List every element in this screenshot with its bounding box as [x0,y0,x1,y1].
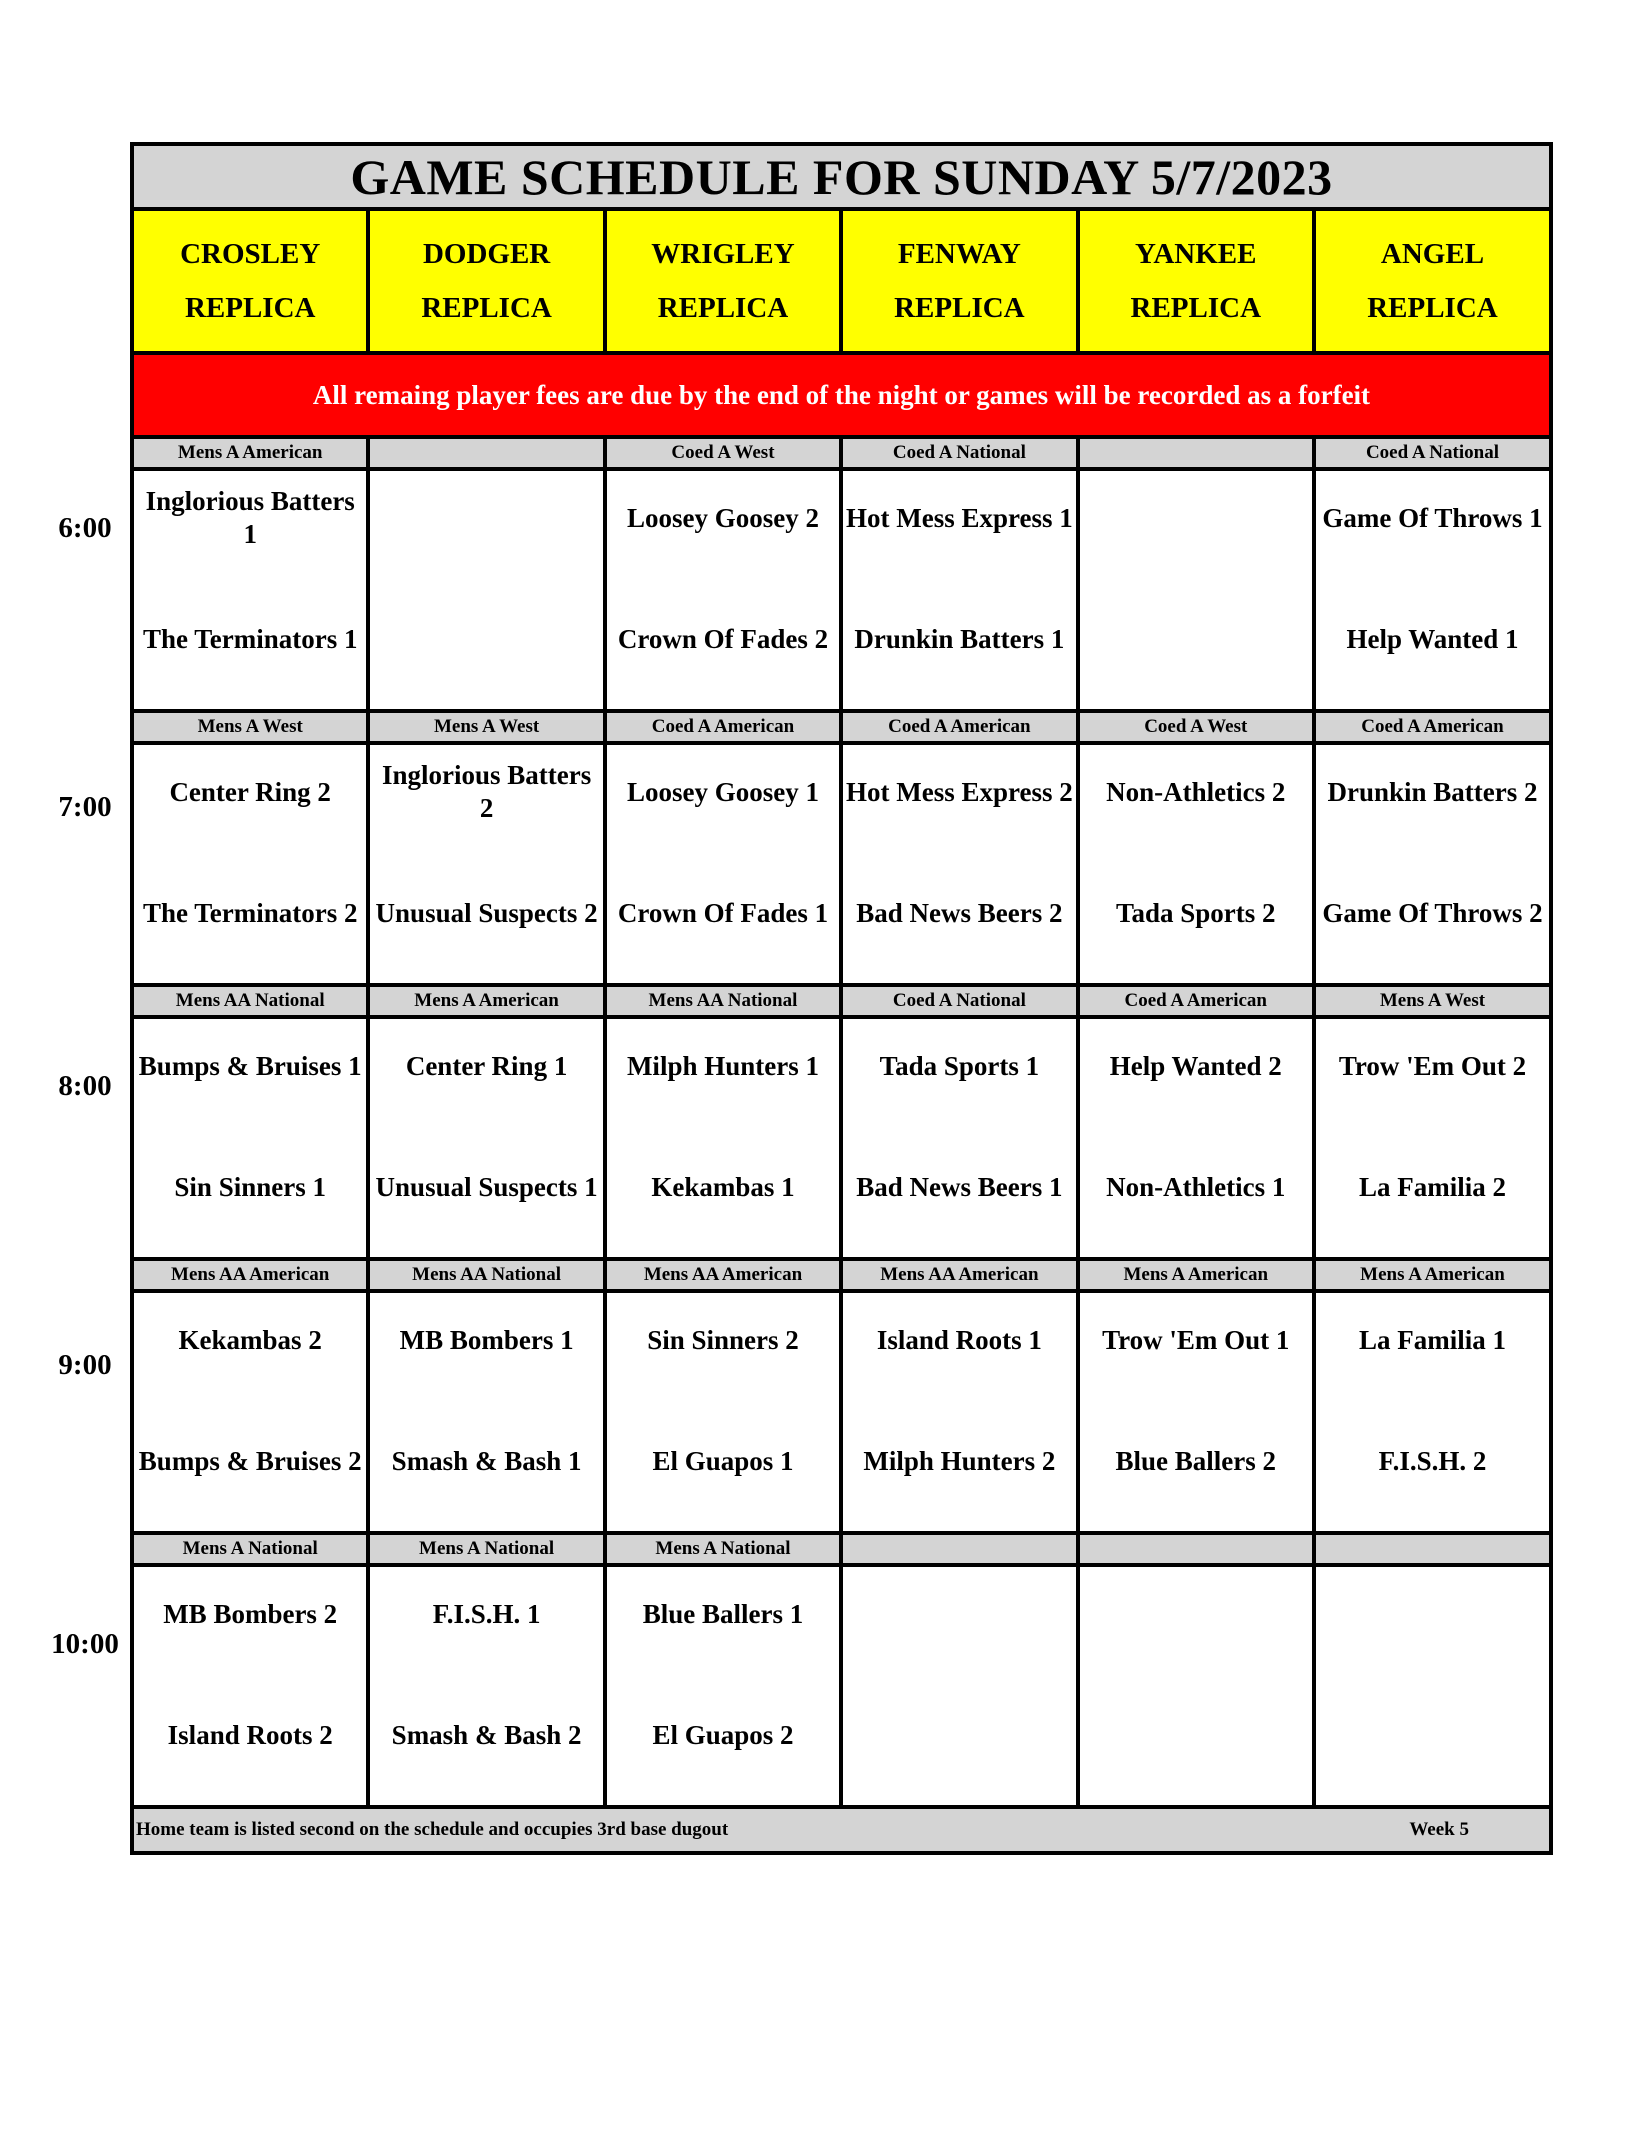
home-team: The Terminators 2 [142,897,358,928]
game-cell [841,1017,1077,1259]
away-team: Loosey Goosey 2 [626,502,819,533]
game-cell [841,743,1077,985]
home-team: Bumps & Bruises 2 [138,1445,362,1476]
game-cell [132,469,368,711]
division-label: Mens AA American [132,1259,368,1291]
footer-bar [132,1807,1551,1853]
home-team [370,604,602,674]
division-label: Coed A West [605,437,841,469]
away-team: Loosey Goosey 1 [626,776,819,807]
game-cell [1078,1017,1314,1259]
division-label: Mens AA American [841,1259,1077,1291]
schedule-table [130,142,1553,1855]
away-team: Drunkin Batters 2 [1327,776,1538,807]
away-team: Game Of Throws 1 [1322,502,1543,533]
game-cell [368,1565,604,1807]
home-team [1080,1700,1312,1770]
game-cell [605,743,841,985]
home-team [1080,604,1312,674]
away-team: Milph Hunters 1 [626,1050,819,1081]
division-label: Coed A National [841,437,1077,469]
home-team: Game Of Throws 2 [1322,897,1543,928]
home-team: Island Roots 2 [167,1719,333,1750]
division-label: Mens A West [132,711,368,743]
game-cell [841,469,1077,711]
game-cell [368,1291,604,1533]
division-label [368,437,604,469]
home-team: Milph Hunters 2 [863,1445,1056,1476]
home-team: Unusual Suspects 1 [375,1171,598,1202]
home-team: F.I.S.H. 2 [1378,1445,1487,1476]
field-header: YANKEE REPLICA [1078,209,1314,353]
game-cell [605,1017,841,1259]
away-team: Trow 'Em Out 1 [1102,1324,1290,1355]
away-team: Center Ring 1 [405,1050,568,1081]
home-team: Bad News Beers 2 [856,897,1063,928]
home-team: Crown Of Fades 1 [617,897,829,928]
division-label: Mens AA American [605,1259,841,1291]
away-team [370,483,602,553]
game-cell [1078,743,1314,985]
division-label: Mens A National [605,1533,841,1565]
away-team: Help Wanted 2 [1109,1050,1282,1081]
game-cell [1078,1565,1314,1807]
home-team: Sin Sinners 1 [174,1171,326,1202]
away-team [1080,1579,1312,1649]
away-team: Blue Ballers 1 [642,1598,804,1629]
time-label: 8:00 [58,1070,112,1102]
away-team: Kekambas 2 [178,1324,322,1355]
game-cell [368,743,604,985]
division-label: Coed A American [605,711,841,743]
home-team [843,1700,1075,1770]
away-team: Tada Sports 1 [879,1050,1040,1081]
division-label: Mens A West [1314,985,1551,1017]
home-team: Help Wanted 1 [1346,623,1519,654]
division-label [1078,1533,1314,1565]
away-team: Inglorious Batters 1 [145,486,355,549]
division-label [1314,1533,1551,1565]
division-label: Coed A American [1314,711,1551,743]
game-cell [368,469,604,711]
home-team: The Terminators 1 [142,623,358,654]
page-title: GAME SCHEDULE FOR SUNDAY 5/7/2023 [132,144,1551,209]
away-team: Hot Mess Express 2 [845,776,1073,807]
home-team: La Familia 2 [1358,1171,1506,1202]
division-label: Coed A National [1314,437,1551,469]
division-label: Coed A West [1078,711,1314,743]
game-cell [1078,469,1314,711]
division-label: Mens A American [1314,1259,1551,1291]
away-team: La Familia 1 [1358,1324,1506,1355]
game-cell [1314,1017,1551,1259]
home-team: Crown Of Fades 2 [617,623,829,654]
game-cell [841,1565,1077,1807]
game-cell [841,1291,1077,1533]
home-team-note: Home team is listed second on the schedule and occupies 3rd base dugout [136,1819,729,1840]
division-label: Coed A American [1078,985,1314,1017]
game-cell [1314,1565,1551,1807]
away-team: F.I.S.H. 1 [432,1598,541,1629]
division-label: Coed A National [841,985,1077,1017]
division-label: Mens AA National [132,985,368,1017]
away-team: MB Bombers 2 [163,1598,338,1629]
game-cell [1314,469,1551,711]
home-team: Drunkin Batters 1 [854,623,1065,654]
game-cell [1314,1291,1551,1533]
field-header: DODGER REPLICA [368,209,604,353]
away-team: Center Ring 2 [169,776,331,807]
home-team: El Guapos 2 [652,1719,794,1750]
time-label: 7:00 [58,791,112,823]
home-team: Unusual Suspects 2 [375,897,598,928]
time-label: 6:00 [58,512,112,544]
field-header: WRIGLEY REPLICA [605,209,841,353]
away-team: Island Roots 1 [876,1324,1042,1355]
away-team [1080,483,1312,553]
game-cell [132,1565,368,1807]
division-label: Coed A American [841,711,1077,743]
home-team [1316,1700,1549,1770]
game-cell [132,743,368,985]
field-header: CROSLEY REPLICA [132,209,368,353]
field-header: ANGEL REPLICA [1314,209,1551,353]
division-label: Mens A American [368,985,604,1017]
home-team: Non-Athletics 1 [1106,1171,1286,1202]
time-label: 10:00 [51,1628,119,1660]
away-team: Non-Athletics 2 [1106,776,1286,807]
away-team [843,1579,1075,1649]
time-label: 9:00 [58,1349,112,1381]
division-label: Mens A American [132,437,368,469]
home-team: Tada Sports 2 [1115,897,1276,928]
away-team: Trow 'Em Out 2 [1338,1050,1527,1081]
game-cell [605,469,841,711]
game-cell [605,1565,841,1807]
division-label: Mens A National [132,1533,368,1565]
field-header: FENWAY REPLICA [841,209,1077,353]
week-label: Week 5 [1409,1819,1469,1840]
away-team: Bumps & Bruises 1 [138,1050,362,1081]
home-team: Bad News Beers 1 [856,1171,1063,1202]
division-label [841,1533,1077,1565]
division-label: Mens A American [1078,1259,1314,1291]
home-team: Smash & Bash 1 [391,1445,582,1476]
division-label: Mens A West [368,711,604,743]
home-team: Smash & Bash 2 [391,1719,582,1750]
game-cell [368,1017,604,1259]
home-team: Kekambas 1 [651,1171,795,1202]
home-team: Blue Ballers 2 [1115,1445,1276,1476]
game-cell [1314,743,1551,985]
away-team: MB Bombers 1 [399,1324,574,1355]
game-cell [132,1017,368,1259]
game-cell [1078,1291,1314,1533]
division-label: Mens A National [368,1533,604,1565]
away-team [1316,1579,1549,1649]
away-team: Sin Sinners 2 [647,1324,799,1355]
division-label: Mens AA National [368,1259,604,1291]
game-cell [605,1291,841,1533]
fee-notice-banner: All remaing player fees are due by the end of the night or games will be recorded as a forfeit [132,353,1551,437]
away-team: Inglorious Batters 2 [381,760,592,823]
away-team: Hot Mess Express 1 [845,502,1073,533]
home-team: El Guapos 1 [652,1445,794,1476]
division-label: Mens AA National [605,985,841,1017]
game-cell [132,1291,368,1533]
division-label [1078,437,1314,469]
